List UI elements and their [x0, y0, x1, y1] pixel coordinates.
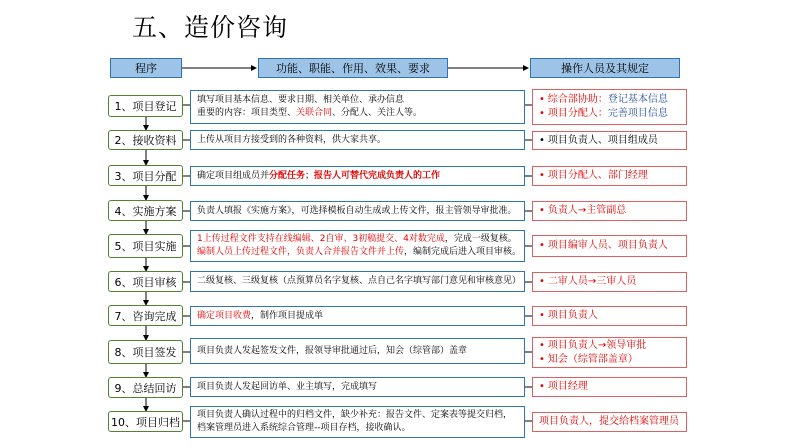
- description-text: 重要的内容：项目类型、关联合同、分配人、关注人等。: [197, 108, 423, 118]
- description-text: 编制人员上传过程文件，负责人合并报告文件并上传，编制完成后进入项目审核。: [197, 247, 522, 257]
- responsible-text: • 综合部协助：登记基本信息: [539, 94, 668, 105]
- responsible-text: • 项目负责人: [539, 310, 598, 321]
- responsible-text: 项目负责人，提交给档案管理员: [539, 416, 679, 427]
- step-box: 8、项目签发: [108, 340, 183, 364]
- page-title: 五、造价咨询: [132, 13, 289, 42]
- step-box: 4、实施方案: [108, 200, 183, 221]
- description-text: 确定项目组成员并分配任务；报告人可替代完成负责人的工作: [197, 170, 441, 181]
- step-box: 7、咨询完成: [108, 305, 183, 326]
- description-text: 确定项目收费，制作项目提成单: [197, 310, 324, 321]
- description-text: 负责人填报《实施方案》，可选择模板自动生成或上传文件，报主管领导审批准。: [197, 205, 517, 216]
- header-function: 功能、职能、作用、效果、要求: [258, 58, 448, 78]
- responsible-text: • 负责人→主管副总: [539, 205, 627, 216]
- description-box: [190, 166, 525, 186]
- description-box: [190, 377, 525, 397]
- description-text: 1上传过程文件支持在线编辑、2自审、3初稿提交、4对数完成，完成一级复核。: [197, 234, 517, 244]
- header-operator: 操作人员及其规定: [530, 58, 680, 78]
- header-program: 程序: [110, 58, 182, 78]
- responsible-box: [532, 201, 687, 221]
- responsible-text: • 二审人员→三审人员: [539, 276, 637, 287]
- step-box: 9、总结回访: [108, 377, 183, 398]
- responsible-box: [532, 166, 687, 186]
- responsible-text: • 知会（综管部盖章）: [539, 353, 638, 365]
- description-box: [190, 306, 525, 326]
- step-box: 6、项目审核: [108, 271, 183, 292]
- responsible-text: • 项目负责人→领导审批: [539, 339, 647, 351]
- description-box: [190, 130, 525, 150]
- step-box: 5、项目实施: [108, 234, 183, 258]
- step-box: 3、项目分配: [108, 165, 183, 186]
- responsible-box: [532, 131, 687, 150]
- responsible-box: [532, 272, 687, 292]
- step-box: 10、项目归档: [108, 411, 183, 432]
- responsible-box: [532, 235, 687, 257]
- description-text: 填写项目基本信息、要求日期、相关单位、承办信息: [197, 95, 405, 105]
- responsible-text: • 项目经理: [539, 381, 588, 392]
- responsible-text: • 项目编审人员、项目负责人: [539, 240, 668, 251]
- responsible-box: [532, 377, 687, 397]
- description-text: 上传从项目方接受到的各种资料，供大家共享。: [197, 134, 387, 145]
- description-text: 档案管理员进入系统综合管理--项目存档，接收确认。: [197, 423, 411, 433]
- description-box: [190, 230, 525, 262]
- description-text: 项目负责人确认过程中的归档文件，缺少补充：报告文件、定案表等提交归档，: [197, 410, 513, 420]
- description-box: [190, 271, 525, 292]
- description-box: [190, 338, 525, 364]
- description-box: [190, 406, 525, 438]
- step-box: 1、项目登记: [108, 95, 183, 117]
- responsible-text: • 项目分配人：完善项目信息: [539, 108, 668, 119]
- description-text: 项目负责人发起回访单、业主填写，完成填写: [197, 381, 378, 392]
- description-text: 二级复核、三级复核（点预算员名字复核、点自己名字填写部门意见和审核意见）: [197, 276, 522, 286]
- description-box: [190, 201, 525, 221]
- description-box: [190, 90, 525, 124]
- description-text: 项目负责人发起签发文件，报领导审批通过后，知会（综管部）盖章: [197, 345, 468, 356]
- responsible-box: [532, 412, 687, 432]
- responsible-box: [532, 337, 687, 368]
- responsible-text: • 项目负责人、项目组成员: [539, 134, 658, 146]
- responsible-text: • 项目分配人、部门经理: [539, 170, 648, 181]
- responsible-box: [532, 306, 687, 326]
- step-box: 2、接收资料: [108, 130, 183, 150]
- responsible-box: [532, 89, 687, 125]
